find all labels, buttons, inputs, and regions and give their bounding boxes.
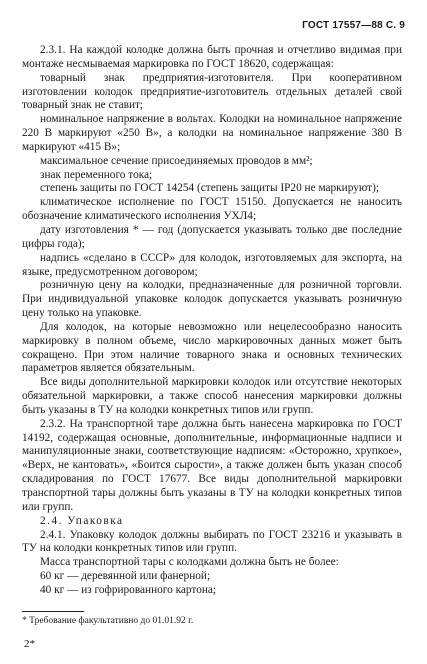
- paragraph: 40 кг — из гофрированного картона;: [40, 583, 217, 596]
- paragraph: максимальное сечение присоединяемых проводов в мм²;: [40, 154, 313, 167]
- paragraph: 60 кг — деревянной или фанерной;: [40, 570, 211, 583]
- paragraph: 2.3.2. На транспортной таре должна быть нанесена маркировка по ГОСТ 14192, содержащая основные, дополнительные, информационные надписи и манипуляционные знаки, соответствующие надписям: «Осторожно, хрупкое», «Верх, не кантовать», «Боится сырости», а также должен быть указан способ складирования по ГОСТ 17677. Все виды дополнительной маркировки транспортной тары должны быть указаны в ТУ на колодки конкретных типов или групп.: [22, 417, 402, 513]
- paragraph: Все виды дополнительной маркировки колодок или отсутствие некоторых обязательной маркировки, а также способ нанесения маркировки должны быть указаны в ТУ на колодки конкретных типов или групп.: [22, 376, 402, 416]
- paragraph: надпись «сделано в СССР» для колодок, изготовляемых для экспорта, на языке, предусмотренном договором;: [22, 251, 402, 278]
- body-text: [22, 44, 402, 598]
- page-number: 2*: [24, 638, 35, 650]
- paragraph: 2.3.1. На каждой колодке должна быть прочная и отчетливо видимая при монтаже несмываемая маркировка по ГОСТ 18620, содержащая:: [22, 44, 402, 70]
- footnote: * Требование факультативно до 01.01.92 г.: [22, 616, 194, 626]
- running-header: ГОСТ 17557—88 С. 9: [302, 20, 405, 31]
- paragraph: товарный знак предприятия-изготовителя. При кооперативном изготовлении колодок предприятие-изготовитель отдельных деталей свой товарный знак не ставит;: [22, 71, 402, 112]
- paragraph: 2.4.1. Упаковку колодок должны выбирать по ГОСТ 23216 и указывать в ТУ на колодки конкретных типов или групп.: [22, 528, 402, 555]
- paragraph: Масса транспортной тары с колодками должна быть не более:: [40, 556, 339, 569]
- footnote-divider: [22, 611, 84, 612]
- paragraph: розничную цену на колодки, предназначенные для розничной торговли. При индивидуальной упаковке колодок допускается указывать розничную цену только на упаковке.: [22, 279, 402, 320]
- paragraph: Для колодок, на которые невозможно или нецелесообразно наносить маркировку в полном объеме, число маркировочных данных может быть сокращено. При этом наличие товарного знака и основных технических параметров является обязательным.: [22, 320, 402, 375]
- paragraph: номинальное напряжение в вольтах. Колодки на номинальное напряжение 220 В маркируют «250 В», а колодки на номинальное напряжение 380 В маркируют «415 В»;: [22, 113, 402, 153]
- paragraph: знак переменного тока;: [40, 168, 153, 181]
- paragraph: степень защиты по ГОСТ 14254 (степень защиты IP20 не маркируют);: [40, 182, 379, 195]
- paragraph: дату изготовления * — год (допускается указывать только две последние цифры года);: [22, 223, 402, 250]
- paragraph: климатическое исполнение по ГОСТ 15150. Допускается не наносить обозначение климатического исполнения УХЛ4;: [22, 196, 402, 223]
- section-heading: 2.4. Упаковка: [40, 514, 124, 527]
